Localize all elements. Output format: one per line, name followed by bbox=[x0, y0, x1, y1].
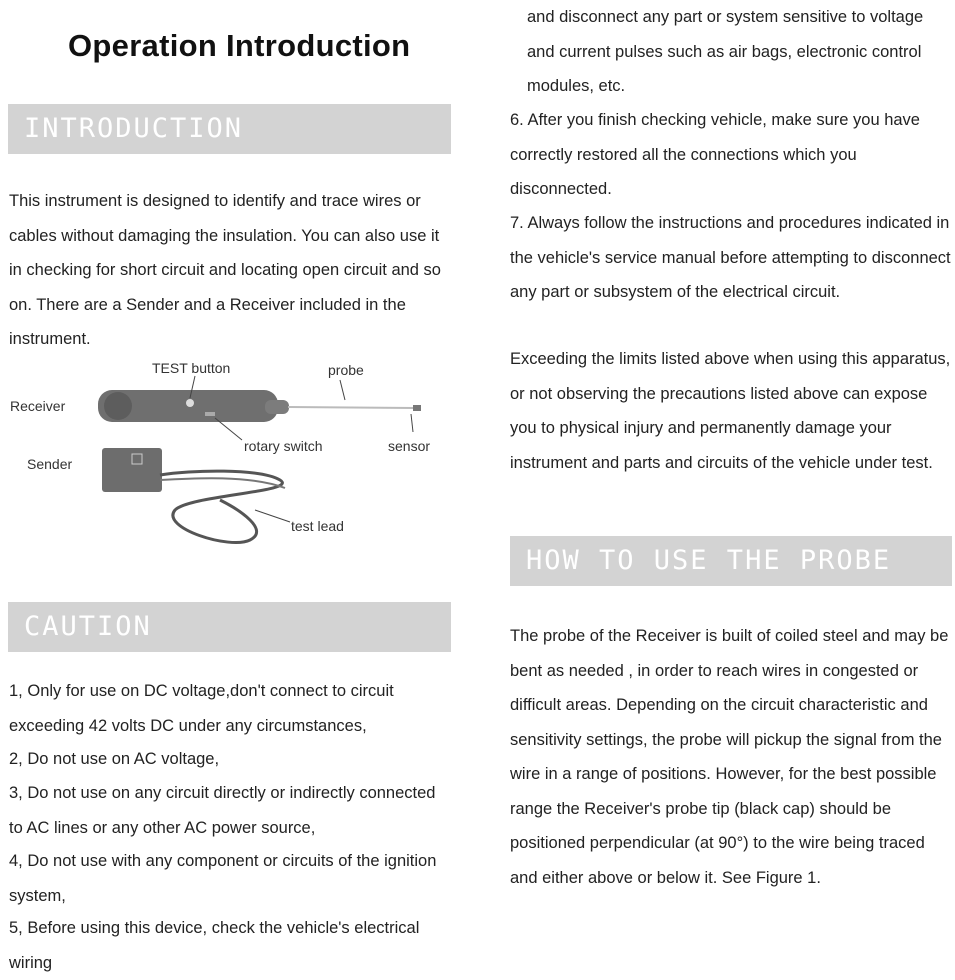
page-title: Operation Introduction bbox=[68, 28, 411, 63]
caution-item-6-text: After you finish checking vehicle, make sure you have correctly restored all the connections which you disconnected. bbox=[510, 111, 920, 198]
caution-item-3-text: Do not use on any circuit directly or indirectly connected to AC lines or any other AC power source, bbox=[9, 784, 436, 837]
device-illustration bbox=[10, 350, 450, 560]
caution-heading: CAUTION bbox=[8, 602, 451, 652]
label-test-button: TEST button bbox=[152, 360, 231, 376]
caution-item-4 bbox=[9, 844, 453, 913]
label-sensor: sensor bbox=[388, 438, 431, 454]
caution-item-4-text: Do not use with any component or circuits of the ignition system, bbox=[9, 852, 437, 905]
caution-item-5-text: Before using this device, check the vehicle's electrical wiring bbox=[9, 919, 420, 972]
label-probe: probe bbox=[328, 362, 364, 378]
caution-item-2-text: Do not use on AC voltage, bbox=[27, 750, 220, 768]
warning-text: Exceeding the limits listed above when using this apparatus, or not observing the precautions listed above can expose you to physical injury and permanently damage your instrument and parts and circuits of the vehicle under test. bbox=[510, 350, 951, 472]
label-receiver: Receiver bbox=[10, 398, 66, 414]
caution-item-5-num: 5, bbox=[9, 919, 23, 937]
caution-item-7-num: 7. bbox=[510, 214, 524, 232]
caution-item-2-num: 2, bbox=[9, 750, 23, 768]
probe-heading: HOW TO USE THE PROBE bbox=[510, 536, 952, 586]
caution-item-1 bbox=[9, 674, 453, 743]
label-test-lead: test lead bbox=[291, 518, 344, 534]
label-rotary-switch: rotary switch bbox=[244, 438, 323, 454]
caution-item-1-text: Only for use on DC voltage,don't connect to circuit exceeding 42 volts DC under any circumstances, bbox=[9, 682, 394, 735]
caution-item-1-num: 1, bbox=[9, 682, 23, 700]
caution-item-4-num: 4, bbox=[9, 852, 23, 870]
probe-wire bbox=[288, 407, 415, 408]
caution-item-7-text: Always follow the instructions and procedures indicated in the vehicle's service manual before attempting to disconnect any part or subsystem of the electrical circuit. bbox=[510, 214, 951, 301]
label-sender: Sender bbox=[27, 456, 73, 472]
probe-text: The probe of the Receiver is built of coiled steel and may be bent as needed , in order to reach wires in congested or difficult areas. Depending on the circuit characteristic and sensitivity settings, the probe will pickup the signal from the wire in a range of positions. However, for the best possible range the Receiver's probe tip (black cap) should be positioned perpendicular (at 90°) to the wire being traced and either above or below it. See Figure 1. bbox=[510, 627, 949, 887]
caution-item-3 bbox=[9, 776, 453, 845]
caution-item-6-num: 6. bbox=[510, 111, 524, 129]
introduction-heading: INTRODUCTION bbox=[8, 104, 451, 154]
caution-item-5 bbox=[9, 911, 453, 980]
figure-receiver-sender bbox=[10, 350, 450, 560]
caution-item-5-continued: and disconnect any part or system sensitive to voltage and current pulses such as air bags, electronic control modules, etc. bbox=[527, 8, 924, 95]
caution-item-7 bbox=[510, 206, 953, 310]
caution-item-3-num: 3, bbox=[9, 784, 23, 802]
caution-item-2 bbox=[9, 742, 453, 777]
introduction-text: This instrument is designed to identify and trace wires or cables without damaging the insulation. You can also use it in checking for short circuit and locating open circuit and so on. There are a Sender and a Receiver included in the instrument. bbox=[9, 192, 441, 348]
caution-item-6 bbox=[510, 103, 953, 207]
